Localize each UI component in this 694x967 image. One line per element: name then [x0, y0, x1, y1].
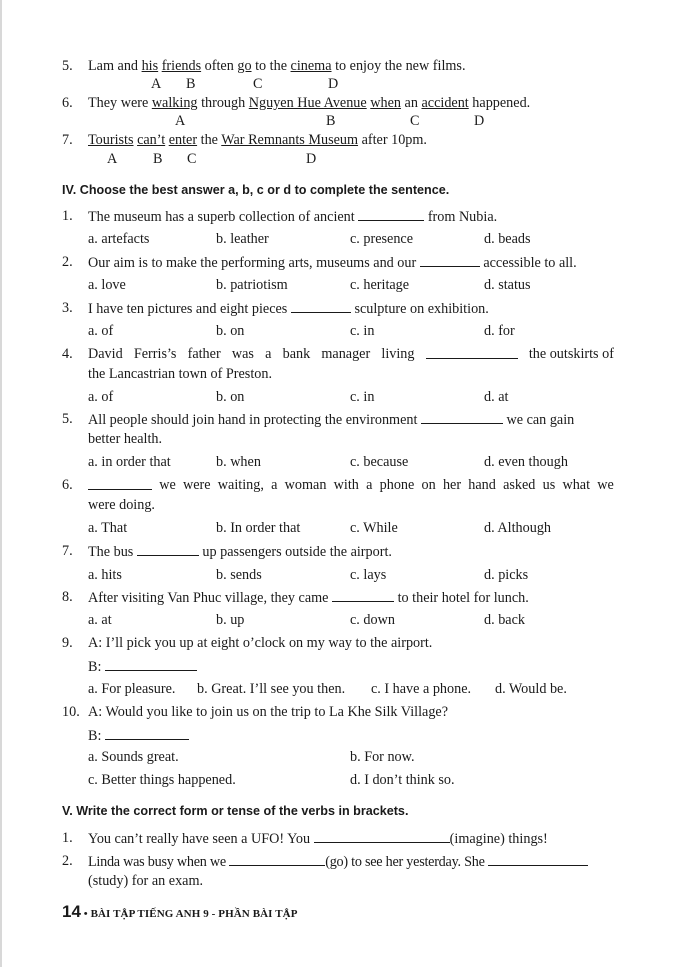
item-sentence: They were walking through Nguyen Hue Avenue when an accident happened. — [88, 95, 531, 111]
option-b: b. sends — [216, 567, 262, 583]
option-a: a. Sounds great. — [88, 749, 179, 765]
book-title: BÀI TẬP TIẾNG ANH 9 - PHẦN BÀI TẬP — [90, 908, 298, 920]
option-letter-c: C — [410, 113, 420, 129]
option-letter-b: B — [153, 151, 163, 167]
question-text: A: I’ll pick you up at eight o’clock on my way to the airport. — [88, 635, 433, 651]
answer-blank-1[interactable] — [229, 853, 325, 866]
answer-blank[interactable] — [420, 254, 480, 267]
item-number: 7. — [62, 132, 73, 148]
option-b: b. on — [216, 323, 245, 339]
option-letter-c: C — [187, 151, 197, 167]
option-letter-a: A — [175, 113, 186, 129]
option-c: c. heritage — [350, 277, 410, 293]
option-d: d. I don’t think so. — [350, 772, 455, 788]
option-a: a. in order that — [88, 454, 171, 470]
option-b: b. when — [216, 454, 261, 470]
question-number: 5. — [62, 411, 73, 427]
question-number: 1. — [62, 830, 73, 846]
section-heading-v: V. Write the correct form or tense of the verbs in brackets. — [62, 804, 409, 818]
question-number: 3. — [62, 300, 73, 316]
answer-blank[interactable] — [105, 658, 197, 671]
option-b: b. up — [216, 612, 245, 628]
item-number: 6. — [62, 95, 73, 111]
option-d: d. Would be. — [495, 681, 567, 697]
question-number: 6. — [62, 477, 73, 493]
option-d: d. for — [484, 323, 515, 339]
option-b: b. patriotism — [216, 277, 288, 293]
question-text: All people should join hand in protecting the environment we can gain — [88, 412, 575, 428]
option-d: d. picks — [484, 567, 529, 583]
option-d: d. status — [484, 277, 531, 293]
answer-blank-2[interactable] — [488, 853, 588, 866]
response-line: B: — [88, 727, 189, 745]
question-text-line2: better health. — [88, 431, 163, 447]
footer-bullet: • — [80, 908, 91, 920]
option-letter-a: A — [107, 151, 118, 167]
question-number: 1. — [62, 208, 73, 224]
option-letter-b: B — [186, 76, 196, 92]
option-a: a. That — [88, 520, 128, 536]
answer-blank[interactable] — [137, 543, 199, 556]
question-text: A: Would you like to join us on the trip to La Khe Silk Village? — [88, 704, 449, 720]
option-a: a. love — [88, 277, 126, 293]
question-text: After visiting Van Phuc village, they came to their hotel for lunch. — [88, 590, 529, 606]
option-c: c. I have a phone. — [371, 681, 472, 697]
question-number: 2. — [62, 254, 73, 270]
question-text: Linda was busy when we (go) to see her yesterday. She — [88, 853, 588, 871]
response-line: B: — [88, 658, 197, 676]
option-letter-d: D — [328, 76, 339, 92]
answer-blank[interactable] — [88, 477, 152, 490]
answer-blank[interactable] — [426, 346, 518, 359]
option-a: a. For pleasure. — [88, 681, 176, 697]
item-sentence: Lam and his friends often go to the cinema to enjoy the new films. — [88, 58, 466, 74]
option-c: c. in — [350, 323, 375, 339]
question-text: The museum has a superb collection of ancient from Nubia. — [88, 209, 498, 225]
option-letter-c: C — [253, 76, 263, 92]
question-text: David Ferris’s father was a bank manager living the outskirts of — [88, 346, 614, 362]
answer-blank[interactable] — [358, 208, 424, 221]
question-text: we were waiting, a woman with a phone on her hand asked us what we — [88, 477, 614, 494]
option-letter-d: D — [474, 113, 485, 129]
option-letter-d: D — [306, 151, 317, 167]
answer-blank[interactable] — [105, 727, 189, 740]
question-number: 8. — [62, 589, 73, 605]
question-text-line2: the Lancastrian town of Preston. — [88, 366, 272, 382]
question-number: 2. — [62, 853, 73, 869]
answer-blank[interactable] — [332, 589, 394, 602]
option-a: a. at — [88, 612, 112, 628]
option-a: a. of — [88, 389, 114, 405]
question-number: 4. — [62, 346, 73, 362]
option-a: a. hits — [88, 567, 122, 583]
option-b: b. leather — [216, 231, 269, 247]
option-c: c. in — [350, 389, 375, 405]
page-footer — [62, 902, 298, 922]
option-a: a. of — [88, 323, 114, 339]
option-c: c. down — [350, 612, 395, 628]
answer-blank[interactable] — [421, 411, 503, 424]
option-b: b. In order that — [216, 520, 301, 536]
option-c: c. While — [350, 520, 398, 536]
question-text-line2: (study) for an exam. — [88, 873, 204, 889]
section-heading-iv: IV. Choose the best answer a, b, c or d to complete the sentence. — [62, 183, 450, 197]
option-c: c. lays — [350, 567, 387, 583]
option-d: d. Although — [484, 520, 552, 536]
answer-blank[interactable] — [314, 830, 450, 843]
question-text-line2: were doing. — [88, 497, 155, 513]
question-text: I have ten pictures and eight pieces sculpture on exhibition. — [88, 301, 489, 317]
option-c: c. Better things happened. — [88, 772, 236, 788]
option-b: b. For now. — [350, 749, 415, 765]
item-sentence: Tourists can’t enter the War Remnants Museum after 10pm. — [88, 132, 427, 148]
item-number: 5. — [62, 58, 73, 74]
option-d: d. back — [484, 612, 525, 628]
option-b: b. Great. I’ll see you then. — [197, 681, 346, 697]
option-c: c. because — [350, 454, 409, 470]
option-d: d. even though — [484, 454, 568, 470]
page-edge — [0, 0, 2, 967]
question-text: You can’t really have seen a UFO! You (imagine) things! — [88, 831, 548, 847]
option-d: d. at — [484, 389, 509, 405]
option-a: a. artefacts — [88, 231, 150, 247]
question-number: 7. — [62, 543, 73, 559]
option-letter-b: B — [326, 113, 336, 129]
question-number: 10. — [62, 704, 80, 720]
question-text: Our aim is to make the performing arts, museums and our accessible to all. — [88, 255, 577, 271]
option-b: b. on — [216, 389, 245, 405]
page-number: 14 — [62, 902, 81, 921]
question-number: 9. — [62, 635, 73, 651]
option-c: c. presence — [350, 231, 414, 247]
answer-blank[interactable] — [291, 300, 351, 313]
question-text: The bus up passengers outside the airport. — [88, 544, 392, 560]
option-letter-a: A — [151, 76, 162, 92]
option-d: d. beads — [484, 231, 531, 247]
